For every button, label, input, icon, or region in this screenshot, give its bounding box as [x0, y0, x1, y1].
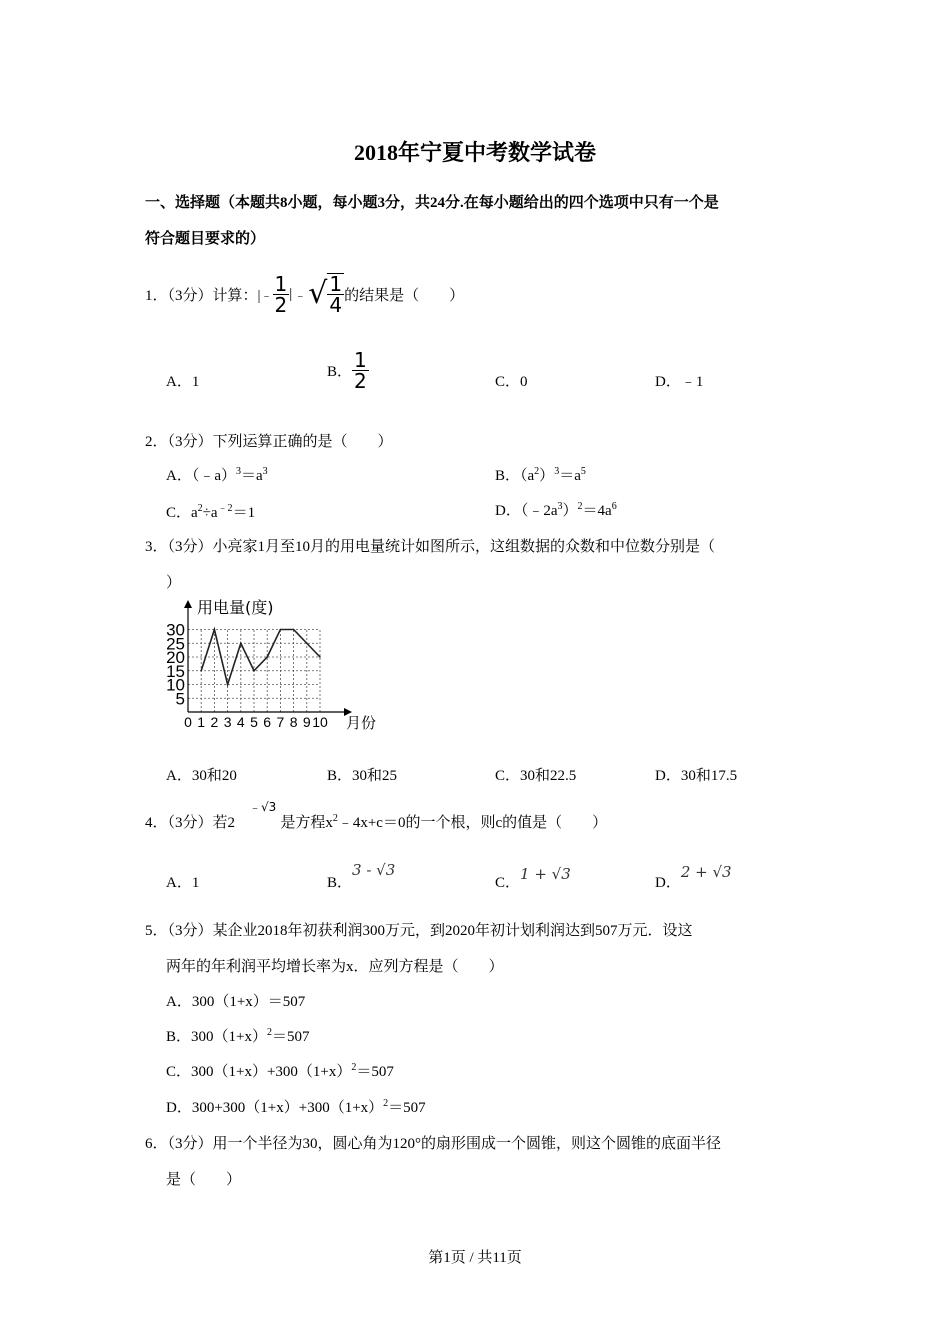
x-tick-label: 5: [250, 714, 258, 730]
x-axis-label: 月份: [346, 714, 377, 732]
q3-option-a: A．30和20: [166, 768, 237, 784]
y-tick-label: 20: [166, 648, 185, 667]
q5-option-d: D．$300+300(1+x)+300(1+x)^2=507$: [166, 1098, 426, 1116]
data-point: [306, 642, 308, 644]
y-tick-label: 25: [166, 634, 185, 654]
x-tick-label: 2: [210, 714, 219, 730]
q3-option-d: D．30和17.5: [655, 768, 738, 784]
question-3-stem-line2: ）: [166, 575, 182, 591]
y-tick-label: 5: [175, 689, 185, 709]
q2-option-d: D．$(﹣2a^3)^2=4a^6$: [495, 501, 617, 519]
data-point: [227, 684, 229, 686]
data-point: [293, 629, 295, 631]
q1-minus2: ﹣: [294, 287, 307, 302]
question-1-stem: [145, 264, 464, 324]
section-heading-line1: 一、选择题（本题共8小题，每小题3分，共24分.在每小题给出的四个选项中只有一个是: [145, 195, 719, 211]
y-tick-label: 15: [166, 661, 185, 681]
x-tick-label: 3: [223, 714, 232, 730]
q3-option-c: C．30和22.5: [495, 768, 577, 784]
page-footer: 第1页 / 共11页: [428, 1250, 522, 1266]
x-tick-label: 10: [312, 714, 328, 730]
data-point: [280, 629, 282, 631]
data-point: [214, 629, 216, 631]
x-tick-label: 4: [236, 714, 245, 730]
q2-option-b: B．$(a^2)^3=a^5$: [495, 466, 586, 484]
q1-abs-close: |: [289, 285, 293, 302]
y-axis-arrow-icon: [184, 600, 192, 608]
x-tick-label: 6: [263, 714, 272, 730]
question-4-stem: 4．（3分）若$2^{﹣√3}$是方程$x^2﹣4x+c=0$的一个根，则c的值是（ ）: [145, 800, 608, 831]
q4-option-d: D．2 + √3: [655, 863, 732, 891]
q1-option-d: D．﹣1: [655, 374, 704, 390]
q1-option-b: B． $\frac{1}{2}$: [327, 347, 367, 393]
y-axis-label: 用电量(度): [197, 598, 274, 617]
question-5-stem-line1: 5．（3分）某企业2018年初获利润300万元，到2020年初计划利润达到507万元．设这: [145, 923, 693, 939]
q4-option-a: A．1: [166, 875, 200, 891]
x-tick-label: 1: [197, 714, 206, 730]
q1-suffix: 的结果是（ ）: [344, 287, 465, 304]
q5-option-b: B．$300(1+x)^2=507$: [166, 1027, 310, 1045]
question-2-stem: 2．（3分）下列运算正确的是（ ）: [145, 434, 393, 450]
x-tick-label: 8: [289, 714, 298, 730]
x-tick-label: 9: [302, 714, 311, 730]
q1-minus: ﹣: [260, 287, 273, 302]
q2-option-c: C．$a^2\div a^{﹣2}=1$: [166, 503, 256, 521]
q2-option-a: A．$(﹣a)^3=a^3$: [166, 466, 268, 484]
q1-b-fraction: $\frac{1}{2}$: [354, 347, 367, 393]
y-tick-label: 10: [166, 675, 185, 695]
data-point: [319, 656, 321, 658]
x-tick-label: 0: [184, 714, 192, 730]
q1-fraction: $\frac{1}{2}$: [274, 271, 288, 317]
question-6-stem-line2: 是（ ）: [166, 1172, 242, 1188]
data-point: [253, 670, 255, 672]
q3-option-b: B．30和25: [327, 768, 398, 784]
q5-option-a: A．300（1+x）＝507: [166, 994, 306, 1010]
q1-option-c: C．0: [495, 374, 528, 390]
y-tick-label: 30: [166, 620, 185, 640]
q1-sqrt-fraction: $\frac{1}{4}$: [329, 272, 343, 317]
q4-option-c: C．1 + √3: [495, 865, 571, 891]
q1-prefix: 1．（3分）计算：|: [145, 287, 261, 304]
data-point: [240, 642, 242, 644]
q5-option-c: C．$300(1+x)+300(1+x)^2=507$: [166, 1062, 394, 1080]
q1-option-a: A．1: [166, 374, 200, 390]
question-6-stem-line1: 6．（3分）用一个半径为30，圆心角为120°的扇形围成一个圆锥，则这个圆锥的底面半径: [145, 1136, 722, 1152]
page-title: 2018年宁夏中考数学试卷: [353, 140, 596, 165]
sqrt-icon: √: [308, 276, 328, 311]
section-heading-line2: 符合题目要求的）: [145, 231, 266, 247]
x-tick-label: 7: [276, 714, 285, 730]
q4-option-b: B．3 - √3: [327, 861, 396, 891]
question-3-stem-line1: 3．（3分）小亮家1月至10月的用电量统计如图所示，这组数据的众数和中位数分别是（: [145, 539, 716, 555]
data-point: [200, 670, 202, 672]
question-5-stem-line2: 两年的年利润平均增长率为x．应列方程是（ ）: [166, 959, 504, 975]
data-point: [266, 656, 268, 658]
electricity-line-chart: [150, 596, 390, 742]
